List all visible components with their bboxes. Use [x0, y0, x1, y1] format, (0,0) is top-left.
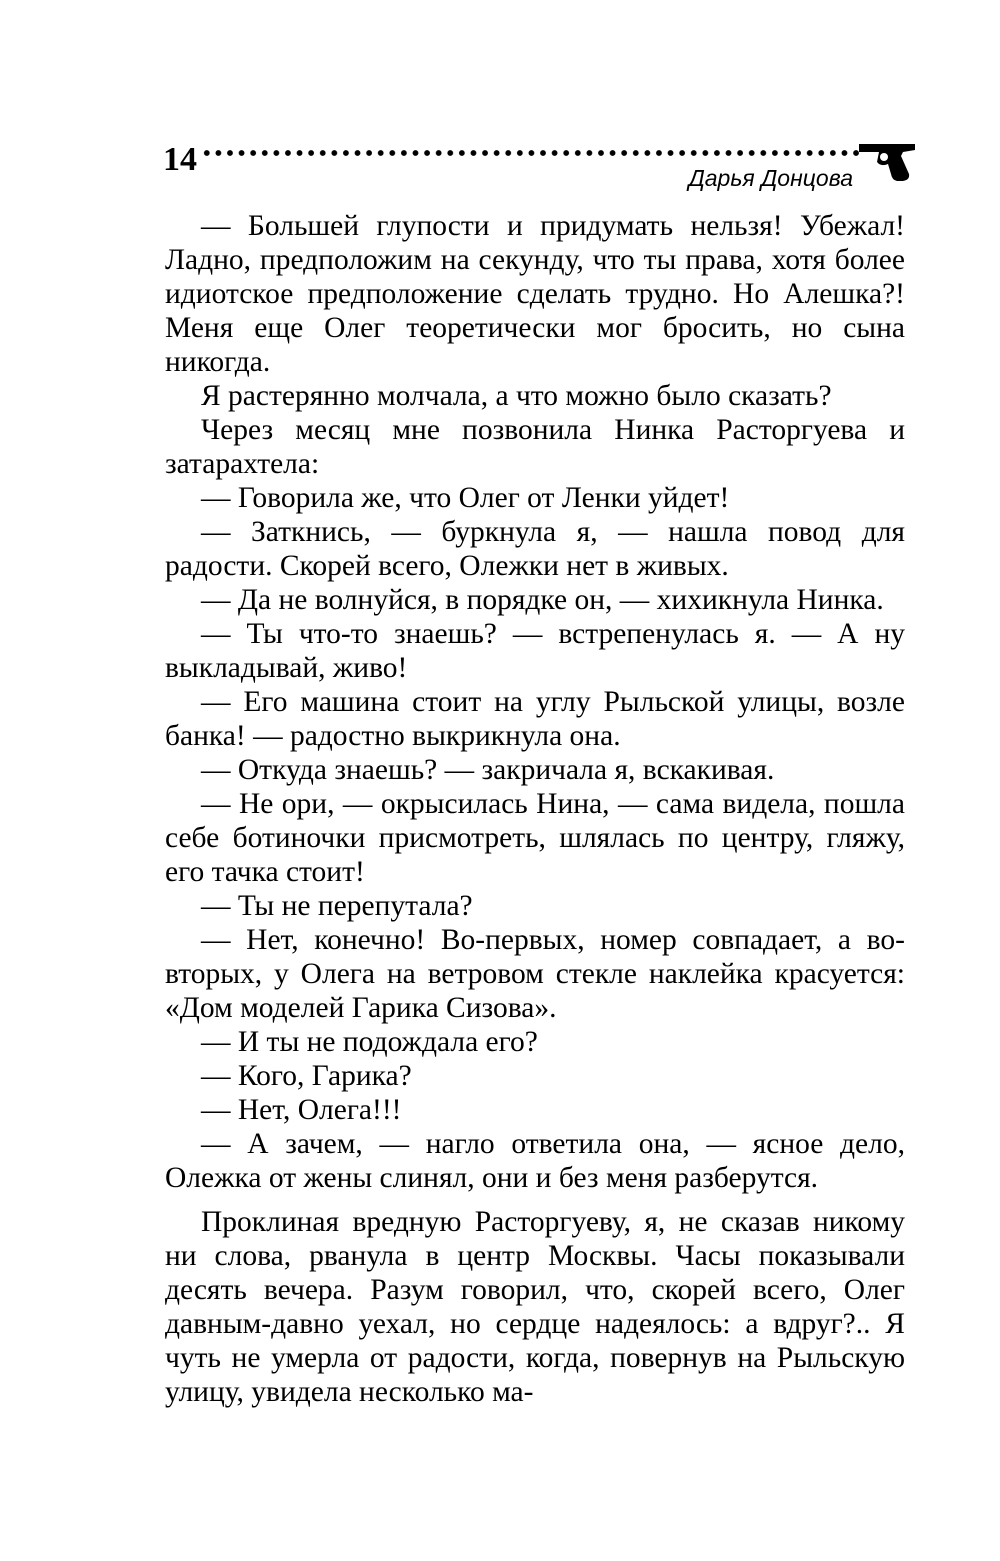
paragraph: — Заткнись, — буркнула я, — нашла повод для радости. Скорей всего, Олежки нет в живых.	[165, 516, 905, 582]
paragraph: Проклиная вредную Расторгуеву, я, не сказав никому ни слова, рванула в центр Москвы. Часы показывали десять вечера. Разум говорил, что, скорей всего, Олег давным-давно уехал, но сердце надеялось: а вдруг?.. Я чуть не умерла от радости, когда, повернув на Рыльскую улицу, увидела несколько ма-	[165, 1206, 905, 1408]
paragraph: — Ты не перепутала?	[201, 890, 473, 922]
paragraph: — Его машина стоит на углу Рыльской улицы, возле банка! — радостно выкрикнула она.	[165, 686, 905, 752]
body-text	[165, 209, 905, 1409]
paragraph: — Большей глупости и придумать нельзя! Убежал! Ладно, предположим на секунду, что ты права, хотя более идиотское предположение сделать трудно. Но Алешка?! Меня еще Олег теоретически мог бросить, но сына никогда.	[165, 210, 905, 378]
paragraph: Я растерянно молчала, а что можно было сказать?	[201, 380, 832, 412]
paragraph: — Ты что-то знаешь? — встрепенулась я. — А ну выкладывай, живо!	[165, 618, 905, 684]
paragraph: — А зачем, — нагло ответила она, — ясное дело, Олежка от жены слинял, они и без меня разберутся.	[165, 1128, 905, 1194]
paragraph: — Не ори, — окрысилась Нина, — сама видела, пошла себе ботиночки присмотреть, шлялась по центру, гляжу, его тачка стоит!	[165, 788, 905, 888]
paragraph: Через месяц мне позвонила Нинка Расторгуева и затарахтела:	[165, 414, 905, 480]
page-number: 14	[163, 141, 197, 178]
running-header	[163, 140, 923, 200]
paragraph: — Откуда знаешь? — закричала я, вскакивая.	[201, 754, 775, 786]
dot-leader	[201, 146, 861, 160]
revolver-icon	[857, 140, 919, 184]
author-name: Дарья Донцова	[688, 165, 853, 191]
paragraph: — Кого, Гарика?	[201, 1060, 412, 1092]
paragraph: — Говорила же, что Олег от Ленки уйдет!	[201, 482, 730, 514]
paragraph: — И ты не подождала его?	[201, 1026, 538, 1058]
paragraph: — Нет, конечно! Во-первых, номер совпадает, а во-вторых, у Олега на ветровом стекле наклейка красуется: «Дом моделей Гарика Сизова».	[165, 924, 905, 1024]
paragraph: — Да не волнуйся, в порядке он, — хихикнула Нинка.	[201, 584, 884, 616]
paragraph: — Нет, Олега!!!	[201, 1094, 402, 1126]
